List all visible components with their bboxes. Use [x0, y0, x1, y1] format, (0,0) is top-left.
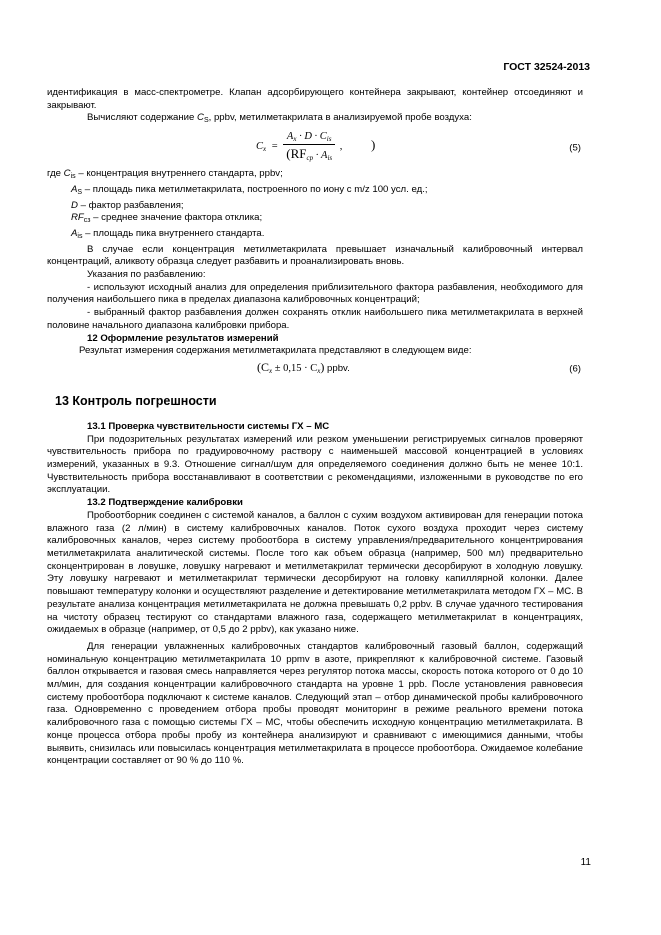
- section-12-heading: 12 Оформление результатов измерений: [87, 332, 279, 344]
- paragraph-calc-intro: Вычисляют содержание $C_S$, ppbv, метилметакрилата в анализируемой пробе воздуха:: [87, 112, 472, 125]
- equation-number-5: (5): [569, 142, 581, 154]
- formula-5-numerator: $A_x \cdot D \cdot C_{is}$: [283, 131, 335, 145]
- formula-5-fraction: [283, 131, 335, 162]
- section-13-2-text-1: Пробоотборник соединен с системой каналов, а баллон с сухим воздухом активирован для генерации потока влажного газа (2 л/мин) в систему калибровочных каналов. Поток сухого воздуха проходит через систему калибровочных каналов, через систему пробоотбора в систему управления/предварительного концентрирования метилметакрилата аналитической системы. После того как объем образца (например, 500 мл) предварительно сконцентрирован в ловушке, ловушку нагревают и метилметакрилат термически десорбируют в холодную ловушку. Эту ловушку нагревают и метилметакрилат термически десорбируют на головку капиллярной колонки. Далее повышают температуру колонки и осуществляют разделение и детектирование метилметакрилата методом ГХ – МС. В результате анализа концентрация метилметакрилата не должна превышать 0,2 ppbv. В случае удачного тестирования на чистоту образец тестируют со стандартами влажного газа, содержащего метилметакрилат в концентрациях, ожидаемых в образце (например, от 0,5 до 2 ppbv), как указано ниже.: [47, 509, 583, 636]
- paragraph-exceeds: В случае если концентрация метилметакрилата превышает изначальный калибровочный интервал концентраций, аликвоту образца следует разбавить и проанализировать вновь.: [47, 243, 583, 268]
- where-list: [47, 168, 583, 244]
- formula-6: $(C_x \pm 0,15 \cdot C_x)$ ppbv.: [257, 359, 350, 375]
- where-item-as: $A_S$ – площадь пика метилметакрилата, построенного по иону с m/z 100 усл. ед.;: [71, 183, 428, 196]
- page-content: [47, 87, 583, 768]
- section-13-2-heading: 13.2 Подтверждение калибровки: [87, 497, 243, 509]
- where-item-ais: $A_{is}$ – площадь пика внутреннего стандарта.: [71, 227, 265, 240]
- page-number: 11: [580, 857, 591, 868]
- section-13-heading: 13 Контроль погрешности: [55, 393, 217, 408]
- formula-5: $C_x$ = $\frac{A_x \cdot D \cdot C_{is}}{(RF_{ср} \cdot A_{is}}$ , ): [256, 131, 376, 163]
- equation-number-6: (6): [569, 363, 581, 375]
- dilution-item-2: - выбранный фактор разбавления должен сохранять отклик наибольшего пика метилметакрилата в верхней половине начального диапазона калибровки прибора.: [47, 307, 583, 331]
- standard-header: ГОСТ 32524-2013: [503, 61, 590, 73]
- dilution-item-1: - используют исходный анализ для определения приблизительного фактора разбавления, необходимого для получения наибольшего пика в пределах диапазона калибровочных концентраций;: [47, 281, 583, 306]
- paragraph-identification: идентификация в масс-спектрометре. Клапан адсорбирующего контейнера закрывают, контейнер отсоединяют и закрывают.: [47, 87, 583, 111]
- formula-5-denominator: ($RF_{ср} \cdot A_{is}$: [286, 146, 333, 163]
- section-13-1-heading: 13.1 Проверка чувствительности системы ГХ – МС: [87, 420, 330, 432]
- where-item-d: D – фактор разбавления;: [71, 199, 184, 211]
- section-13-1-text: При подозрительных результатах измерений или резком уменьшении регистрируемых сигналов проверяют чувствительность прибора по градуировочному раствору с наименьшей массовой концентрацией в условиях измерений, указанных в 9.3. Отношение сигнал/шум для определяемого соединения должно быть не менее 10:1. Чувствительность прибора восстанавливают в соответствии с рекомендациями, изложенными в руководстве по его эксплуатации.: [47, 433, 583, 496]
- formula-5-row: [47, 128, 583, 168]
- formula-6-row: [47, 358, 583, 380]
- dilution-title: Указания по разбавлению:: [87, 269, 206, 281]
- section-12-text: Результат измерения содержания метилметакрилата представляют в следующем виде:: [79, 345, 472, 357]
- where-item-cis: где $C_{is}$ – концентрация внутреннего стандарта, ppbv;: [47, 168, 283, 181]
- where-item-rf: $RF_{cз}$ – среднее значение фактора отклика;: [71, 212, 263, 225]
- section-13-2-text-2: Для генерации увлажненных калибровочных стандартов калибровочный газовый баллон, содержащий номинальную концентрацию метилметакрилата 10 ppmv в азоте, прикрепляют к калибровочной системе. Газовый баллон открывается и газовая смесь направляется через регулятор потока массы, скорость потока которого от 0 до 10 мл/мин, для создания концентрации калибровочного стандарта на уровне 1 ppb. После установления равновесия систему пробоотбора подключают к системе каналов. Следующий этап – отбор динамической пробы калибровочного газа. Одновременно с проведением отбора пробы проводят мониторинг в режиме реального времени потока калибровочного газа с помощью системы ГХ – МС, чтобы обеспечить исходную концентрацию метилметакрилата. В конце процесса отбора пробы пробу из контейнера анализируют и сравнивают с имеющимися данными, чтобы выявить, снизилась или повысилась концентрация метилметакрилата в процессе пробоотбора. Ожидаемое колебание концентрации составляет от 90 % до 110 %.: [47, 640, 583, 767]
